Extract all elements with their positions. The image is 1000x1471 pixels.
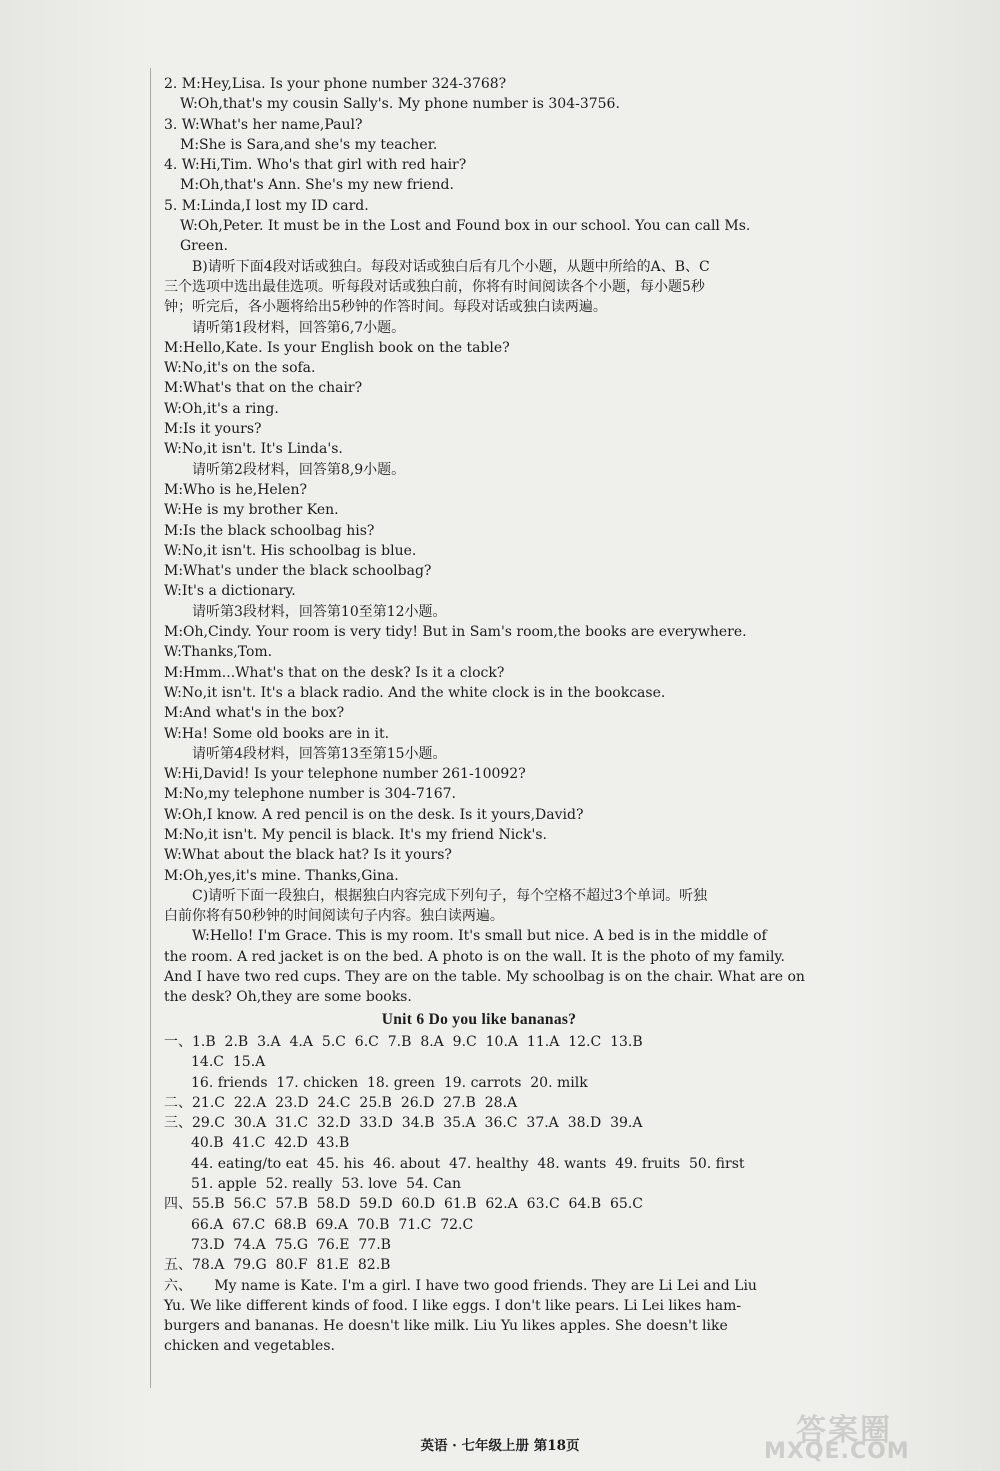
text-line: M:Is it yours? xyxy=(164,421,262,438)
answer-line: 51. apple 52. really 53. love 54. Can xyxy=(191,1176,461,1193)
section-heading: 请听第2段材料，回答第8,9小题。 xyxy=(192,461,406,478)
section-heading: 请听第3段材料，回答第10至第12小题。 xyxy=(192,603,447,620)
answer-line: 44. eating/to eat 45. his 46. about 47. healthy 48. wants 49. fruits 50. first xyxy=(191,1155,745,1172)
instruction-line: 白前你将有50秒钟的时间阅读句子内容。独白读两遍。 xyxy=(164,908,504,925)
answer-line: 三、29.C 30.A 31.C 32.D 33.D 34.B 35.A 36.C 37.A 38.D 39.A xyxy=(164,1115,643,1132)
text-line: W:Ha! Some old books are in it. xyxy=(164,725,390,742)
text-line: W:What about the black hat? Is it yours? xyxy=(164,847,452,864)
instruction-line: C)请听下面一段独白，根据独白内容完成下列句子，每个空格不超过3个单词。听独 xyxy=(192,887,708,904)
text-line: M:Hmm...What's that on the desk? Is it a clock? xyxy=(164,664,505,681)
section-heading: 请听第4段材料，回答第13至第15小题。 xyxy=(192,745,447,762)
text-line: W:Hello! I'm Grace. This is my room. It's small but nice. A bed is in the middle of xyxy=(192,928,767,945)
answer-line: 一、1.B 2.B 3.A 4.A 5.C 6.C 7.B 8.A 9.C 10.A 11.A 12.C 13.B xyxy=(164,1033,643,1050)
watermark-top-text: 答案圈 xyxy=(796,1413,892,1448)
text-line: Green. xyxy=(180,238,228,255)
text-line: W:He is my brother Ken. xyxy=(164,502,339,519)
essay-line: burgers and bananas. He doesn't like milk. Liu Yu likes apples. She doesn't like xyxy=(164,1318,728,1335)
page-content xyxy=(164,74,805,1357)
text-line: M:Oh,yes,it's mine. Thanks,Gina. xyxy=(164,867,399,884)
margin-line xyxy=(150,68,151,1388)
watermark-bottom-text: MXQE.COM xyxy=(764,1439,910,1464)
instruction-line: B)请听下面4段对话或独白。每段对话或独白后有几个小题，从题中所给的A、B、C xyxy=(192,258,710,275)
unit-title: Unit 6 Do you like bananas? xyxy=(381,1010,577,1028)
text-line: M:And what's in the box? xyxy=(164,705,345,722)
answer-line: 二、21.C 22.A 23.D 24.C 25.B 26.D 27.B 28.A xyxy=(164,1094,518,1111)
text-line: M:What's under the black schoolbag? xyxy=(164,563,432,580)
instruction-line: 钟；听完后，各小题将给出5秒钟的作答时间。每段对话或独白读两遍。 xyxy=(164,299,607,316)
answer-line: 16. friends 17. chicken 18. green 19. carrots 20. milk xyxy=(191,1074,588,1091)
page-footer: 英语 · 七年级上册 第18页 xyxy=(420,1438,580,1454)
text-line: 4. W:Hi,Tim. Who's that girl with red hair? xyxy=(164,157,467,174)
text-line: W:Oh,Peter. It must be in the Lost and Found box in our school. You can call Ms. xyxy=(180,218,751,235)
text-line: W:It's a dictionary. xyxy=(164,583,296,600)
answer-line: 14.C 15.A xyxy=(191,1054,266,1071)
text-line: W:No,it's on the sofa. xyxy=(164,360,316,377)
text-line: the desk? Oh,they are some books. xyxy=(164,989,412,1006)
answer-line: 73.D 74.A 75.G 76.E 77.B xyxy=(191,1236,391,1253)
text-line: W:No,it isn't. His schoolbag is blue. xyxy=(164,542,417,559)
text-line: W:No,it isn't. It's Linda's. xyxy=(164,441,343,458)
text-line: M:No,it isn't. My pencil is black. It's my friend Nick's. xyxy=(164,826,547,843)
essay-line: 六、 My name is Kate. I'm a girl. I have two good friends. They are Li Lei and Liu xyxy=(164,1277,757,1294)
text-line: M:Who is he,Helen? xyxy=(164,481,307,498)
text-line: M:She is Sara,and she's my teacher. xyxy=(180,136,438,153)
text-line: W:No,it isn't. It's a black radio. And the white clock is in the bookcase. xyxy=(164,684,666,701)
answer-line: 五、78.A 79.G 80.F 81.E 82.B xyxy=(164,1257,391,1274)
text-line: W:Oh,that's my cousin Sally's. My phone number is 304-3756. xyxy=(180,96,620,113)
essay-line: Yu. We like different kinds of food. I like eggs. I don't like pears. Li Lei likes ham- xyxy=(164,1297,742,1314)
text-line: the room. A red jacket is on the bed. A photo is on the wall. It is the photo of my family. xyxy=(164,948,785,965)
answer-line: 40.B 41.C 42.D 43.B xyxy=(191,1135,350,1152)
text-line: W:Hi,David! Is your telephone number 261-10092? xyxy=(164,766,526,783)
text-line: W:Oh,I know. A red pencil is on the desk. Is it yours,David? xyxy=(164,806,584,823)
text-line: M:Oh,Cindy. Your room is very tidy! But in Sam's room,the books are everywhere. xyxy=(164,624,747,641)
answer-line: 四、55.B 56.C 57.B 58.D 59.D 60.D 61.B 62.A 63.C 64.B 65.C xyxy=(164,1196,643,1213)
text-line: M:What's that on the chair? xyxy=(164,380,363,397)
text-line: And I have two red cups. They are on the table. My schoolbag is on the chair. What are on xyxy=(164,969,805,986)
text-line: 3. W:What's her name,Paul? xyxy=(164,116,363,133)
watermark-logo xyxy=(756,1405,956,1465)
text-line: M:Oh,that's Ann. She's my new friend. xyxy=(180,177,454,194)
answer-line: 66.A 67.C 68.B 69.A 70.B 71.C 72.C xyxy=(191,1216,474,1233)
instruction-line: 三个选项中选出最佳选项。听每段对话或独白前，你将有时间阅读各个小题，每小题5秒 xyxy=(164,278,705,295)
text-line: W:Thanks,Tom. xyxy=(164,644,273,661)
text-line: 5. M:Linda,I lost my ID card. xyxy=(164,197,369,214)
text-line: M:Hello,Kate. Is your English book on the table? xyxy=(164,339,510,356)
text-line: M:Is the black schoolbag his? xyxy=(164,522,375,539)
text-line: M:No,my telephone number is 304-7167. xyxy=(164,786,456,803)
essay-line: chicken and vegetables. xyxy=(164,1338,335,1355)
text-line: 2. M:Hey,Lisa. Is your phone number 324-3768? xyxy=(164,76,507,92)
text-line: W:Oh,it's a ring. xyxy=(164,400,279,417)
section-heading: 请听第1段材料，回答第6,7小题。 xyxy=(192,319,406,336)
